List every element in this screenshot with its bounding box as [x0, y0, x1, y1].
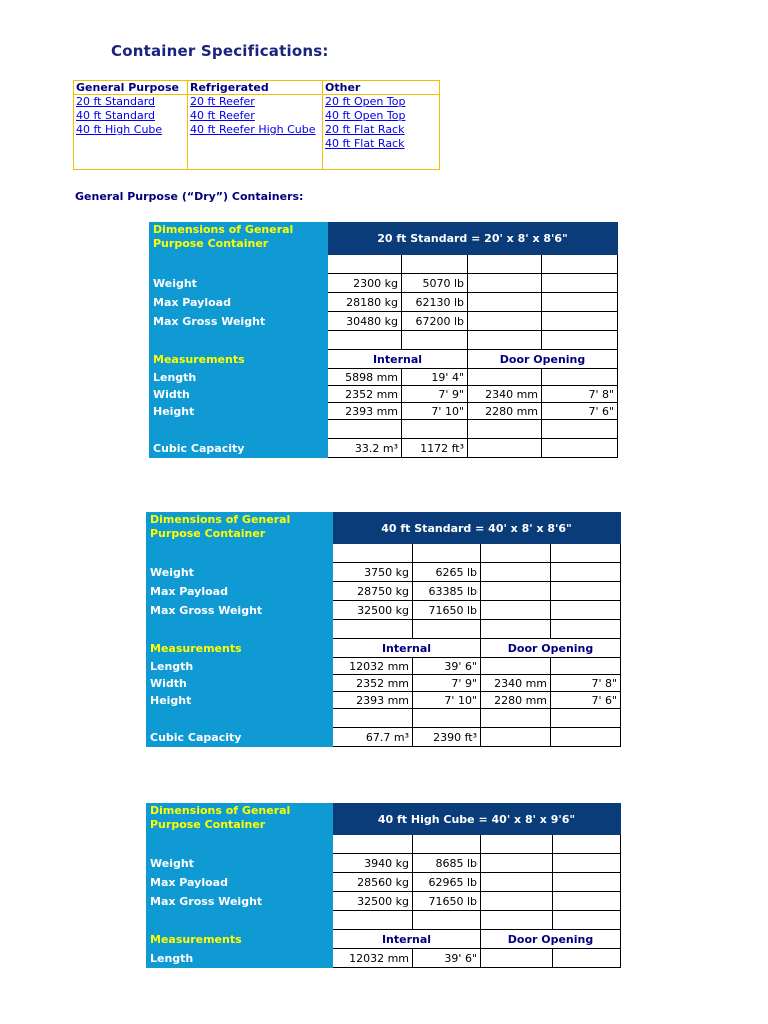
payload-kg: 28750 kg: [333, 582, 413, 601]
width-mm: 2352 mm: [328, 386, 402, 403]
payload-kg: 28180 kg: [328, 293, 402, 312]
payload-lb: 62965 lb: [413, 873, 481, 892]
container-title: 40 ft Standard = 40' x 8' x 8'6": [333, 513, 621, 544]
door-width-ft: 7' 8": [551, 675, 621, 692]
max-payload-label: Max Payload: [147, 582, 333, 601]
capacity-ft3: 2390 ft³: [413, 728, 481, 747]
container-title: 20 ft Standard = 20' x 8' x 8'6": [328, 223, 618, 255]
index-col-refrigerated: [188, 95, 323, 170]
weight-lb: 6265 lb: [413, 563, 481, 582]
door-height-ft: 7' 6": [542, 403, 618, 420]
width-label: Width: [150, 386, 328, 403]
weight-lb: 8685 lb: [413, 854, 481, 873]
width-ft: 7' 9": [402, 386, 468, 403]
capacity-ft3: 1172 ft³: [402, 439, 468, 458]
link-40ft-standard[interactable]: 40 ft Standard: [76, 109, 156, 122]
link-40ft-open-top[interactable]: 40 ft Open Top: [325, 109, 406, 122]
gross-lb: 71650 lb: [413, 601, 481, 620]
max-gross-label: Max Gross Weight: [147, 892, 333, 911]
door-opening-header: Door Opening: [481, 639, 621, 658]
gross-kg: 30480 kg: [328, 312, 402, 331]
link-40ft-flat-rack[interactable]: 40 ft Flat Rack: [325, 137, 405, 150]
spec-table-40ft-standard: [146, 512, 621, 747]
length-label: Length: [147, 658, 333, 675]
weight-label: Weight: [147, 563, 333, 582]
weight-kg: 2300 kg: [328, 274, 402, 293]
capacity-m3: 33.2 m³: [328, 439, 402, 458]
index-header-other: Other: [323, 81, 440, 95]
width-mm: 2352 mm: [333, 675, 413, 692]
length-label: Length: [147, 949, 333, 968]
weight-kg: 3940 kg: [333, 854, 413, 873]
internal-header: Internal: [333, 639, 481, 658]
door-width-mm: 2340 mm: [468, 386, 542, 403]
section-title: General Purpose (“Dry”) Containers:: [75, 190, 304, 203]
height-ft: 7' 10": [413, 692, 481, 709]
max-gross-label: Max Gross Weight: [150, 312, 328, 331]
measurements-label: Measurements: [147, 639, 333, 658]
payload-lb: 63385 lb: [413, 582, 481, 601]
height-label: Height: [150, 403, 328, 420]
index-col-general: [74, 95, 188, 170]
length-ft: 39' 6": [413, 949, 481, 968]
length-label: Length: [150, 369, 328, 386]
door-height-mm: 2280 mm: [481, 692, 551, 709]
length-ft: 19' 4": [402, 369, 468, 386]
link-20ft-open-top[interactable]: 20 ft Open Top: [325, 95, 406, 108]
dimensions-label: Dimensions of General Purpose Container: [150, 223, 328, 255]
spec-table-20ft-standard: [149, 222, 618, 458]
door-width-mm: 2340 mm: [481, 675, 551, 692]
width-ft: 7' 9": [413, 675, 481, 692]
door-height-mm: 2280 mm: [468, 403, 542, 420]
door-width-ft: 7' 8": [542, 386, 618, 403]
internal-header: Internal: [333, 930, 481, 949]
weight-lb: 5070 lb: [402, 274, 468, 293]
door-opening-header: Door Opening: [481, 930, 621, 949]
link-40ft-high-cube[interactable]: 40 ft High Cube: [76, 123, 163, 136]
measurements-label: Measurements: [147, 930, 333, 949]
length-ft: 39' 6": [413, 658, 481, 675]
height-mm: 2393 mm: [328, 403, 402, 420]
link-40ft-reefer[interactable]: 40 ft Reefer: [190, 109, 255, 122]
link-20ft-standard[interactable]: 20 ft Standard: [76, 95, 156, 108]
measurements-label: Measurements: [150, 350, 328, 369]
cubic-capacity-label: Cubic Capacity: [147, 728, 333, 747]
length-mm: 5898 mm: [328, 369, 402, 386]
payload-lb: 62130 lb: [402, 293, 468, 312]
weight-kg: 3750 kg: [333, 563, 413, 582]
capacity-m3: 67.7 m³: [333, 728, 413, 747]
gross-kg: 32500 kg: [333, 601, 413, 620]
dimensions-label: Dimensions of General Purpose Container: [147, 513, 333, 544]
length-mm: 12032 mm: [333, 949, 413, 968]
door-opening-header: Door Opening: [468, 350, 618, 369]
width-label: Width: [147, 675, 333, 692]
max-payload-label: Max Payload: [150, 293, 328, 312]
index-header-general: General Purpose: [74, 81, 188, 95]
internal-header: Internal: [328, 350, 468, 369]
max-payload-label: Max Payload: [147, 873, 333, 892]
height-ft: 7' 10": [402, 403, 468, 420]
page-title: Container Specifications:: [111, 42, 329, 60]
length-mm: 12032 mm: [333, 658, 413, 675]
gross-kg: 32500 kg: [333, 892, 413, 911]
payload-kg: 28560 kg: [333, 873, 413, 892]
cubic-capacity-label: Cubic Capacity: [150, 439, 328, 458]
dimensions-label: Dimensions of General Purpose Container: [147, 804, 333, 835]
index-header-refrigerated: Refrigerated: [188, 81, 323, 95]
link-20ft-reefer[interactable]: 20 ft Reefer: [190, 95, 255, 108]
height-label: Height: [147, 692, 333, 709]
weight-label: Weight: [150, 274, 328, 293]
container-title: 40 ft High Cube = 40' x 8' x 9'6": [333, 804, 621, 835]
container-index-table: [73, 80, 440, 170]
gross-lb: 71650 lb: [413, 892, 481, 911]
door-height-ft: 7' 6": [551, 692, 621, 709]
weight-label: Weight: [147, 854, 333, 873]
spec-table-40ft-high-cube: [146, 803, 621, 968]
index-col-other: [323, 95, 440, 170]
max-gross-label: Max Gross Weight: [147, 601, 333, 620]
link-40ft-reefer-high-cube[interactable]: 40 ft Reefer High Cube: [190, 123, 316, 136]
height-mm: 2393 mm: [333, 692, 413, 709]
link-20ft-flat-rack[interactable]: 20 ft Flat Rack: [325, 123, 405, 136]
gross-lb: 67200 lb: [402, 312, 468, 331]
